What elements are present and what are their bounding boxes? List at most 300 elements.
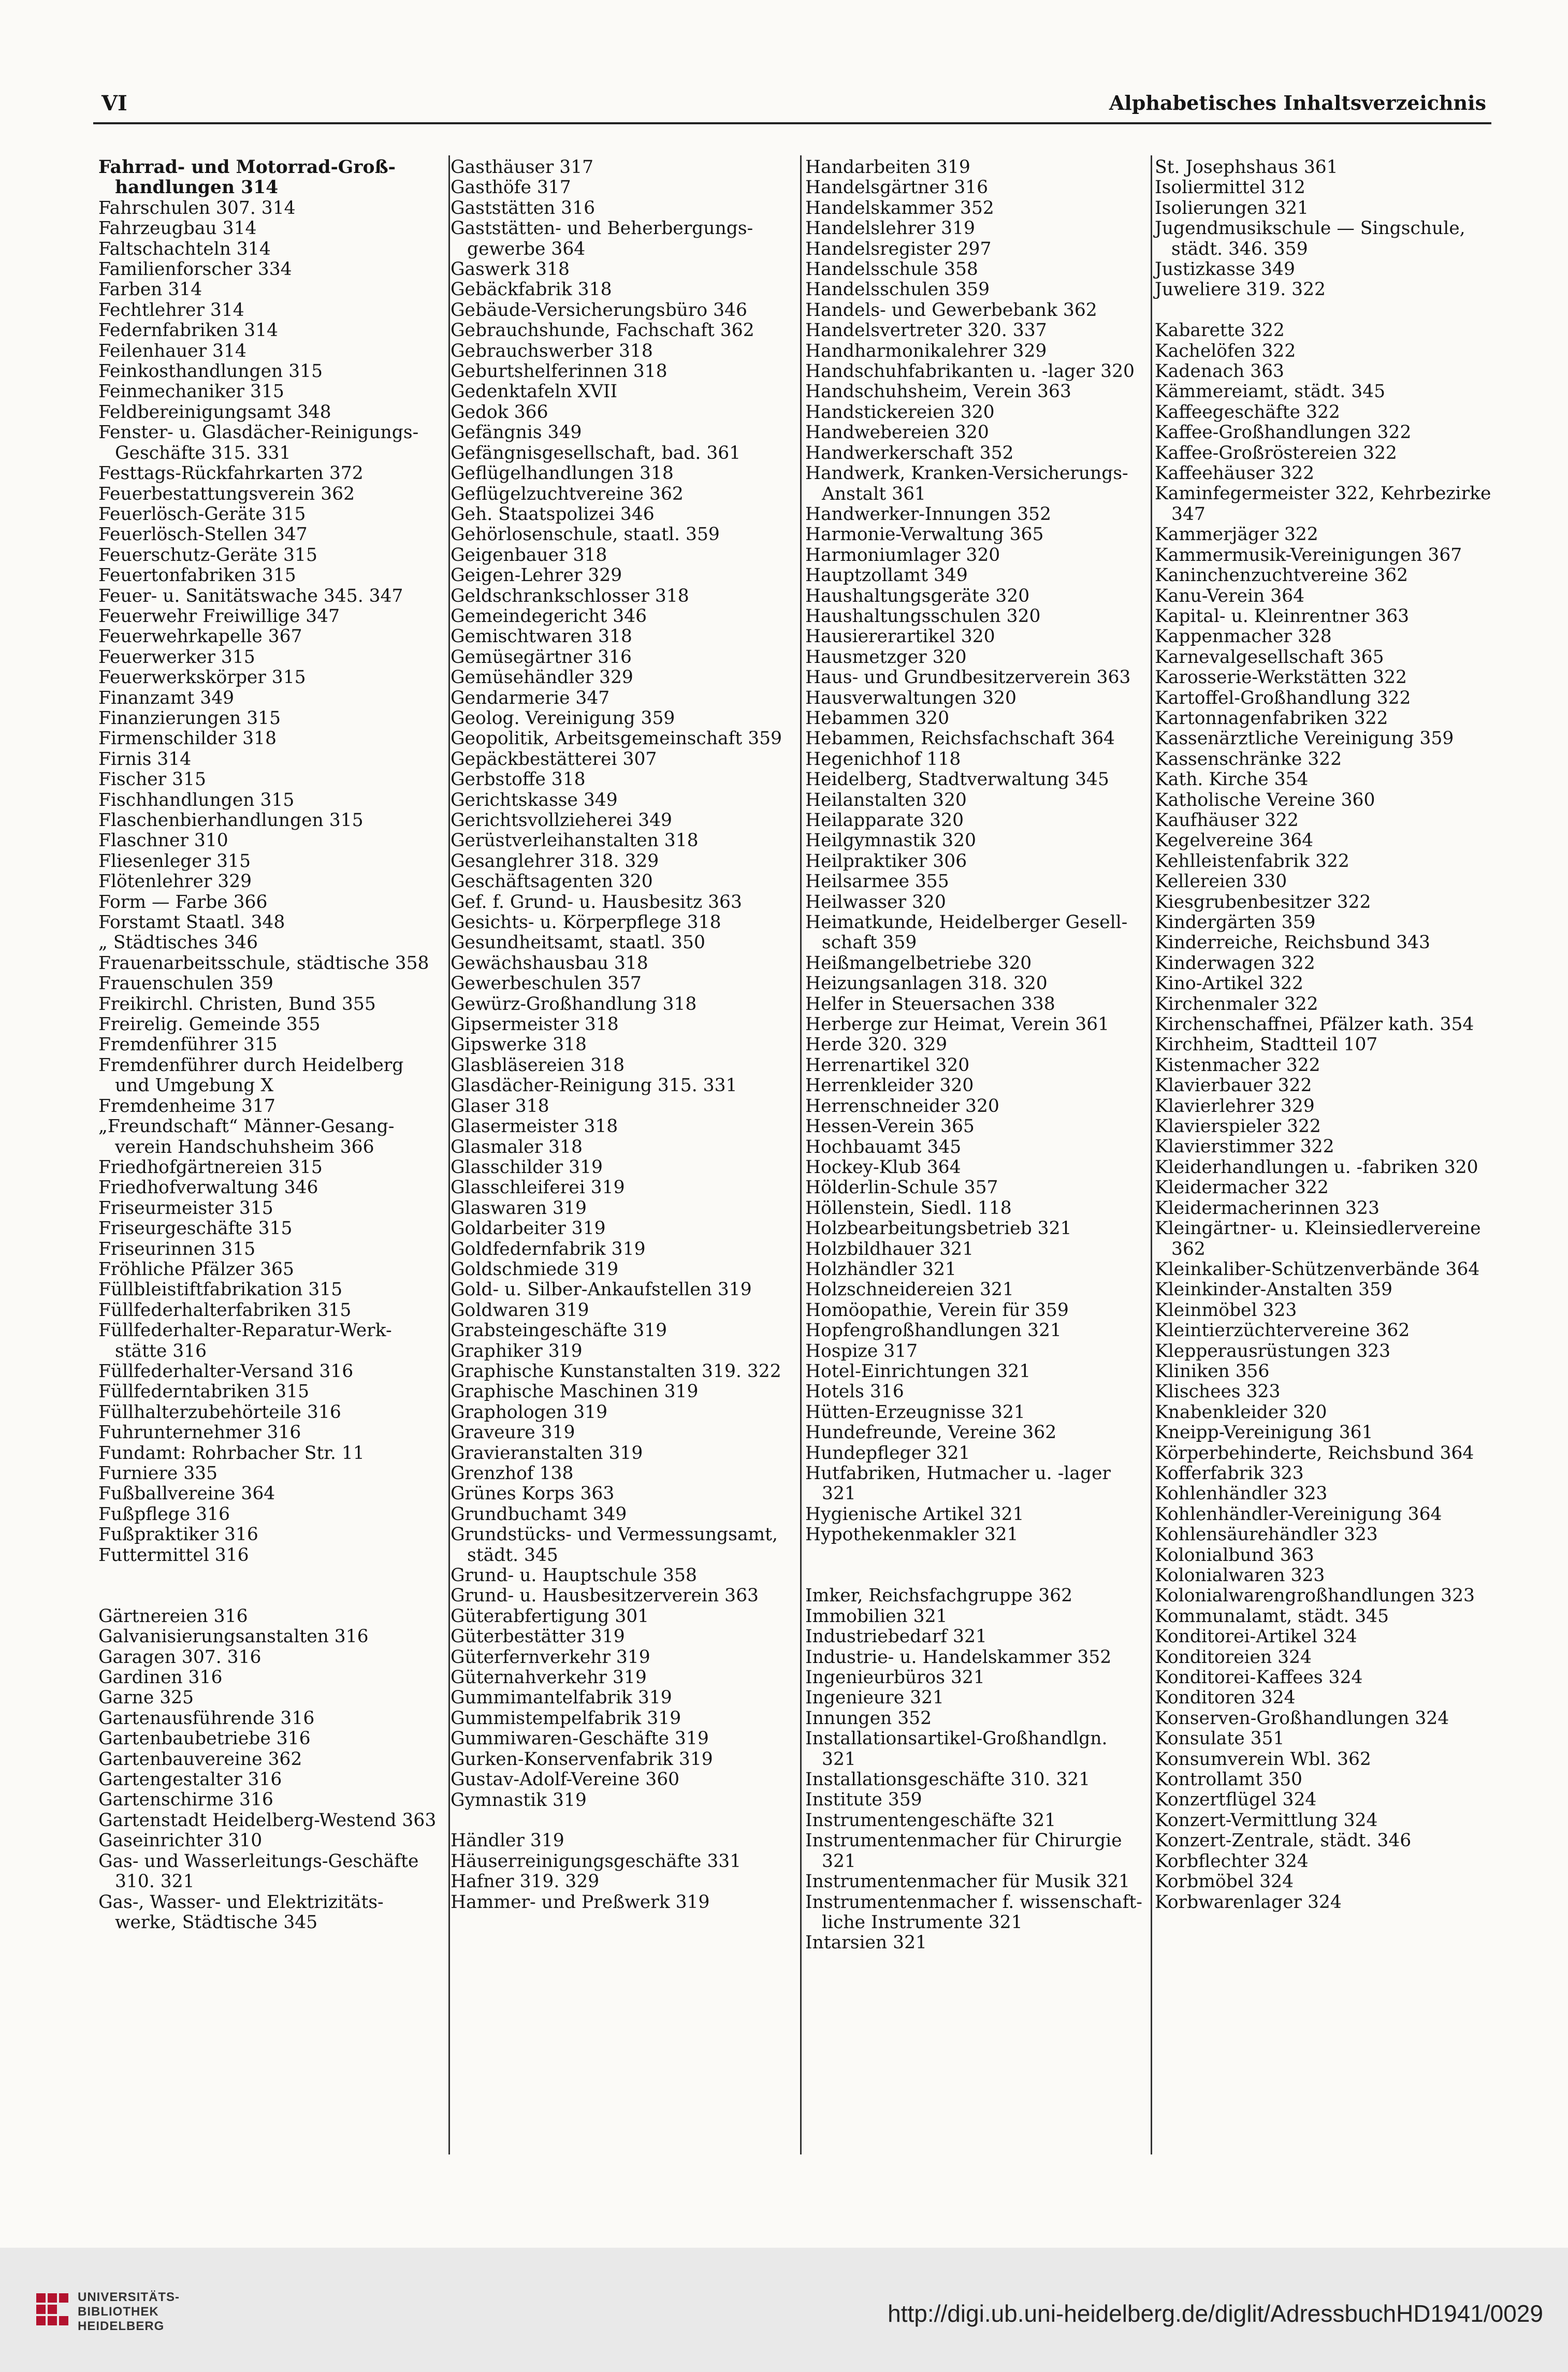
index-entry: Innungen 352 [805, 1708, 932, 1729]
university-library-logo-icon [36, 2293, 69, 2332]
index-entry: Hotels 316 [805, 1381, 904, 1402]
index-entry: Feuertonfabriken 315 [98, 565, 296, 586]
index-entry: Gedenktafeln XVII [451, 381, 618, 402]
index-entry: Fundamt: Rohrbacher Str. 11 [98, 1442, 365, 1464]
index-entry: Klavierbauer 322 [1155, 1075, 1312, 1096]
index-entry: Kachelöfen 322 [1155, 340, 1296, 361]
index-entry: Konditoren 324 [1155, 1687, 1296, 1709]
index-entry: Frauenschulen 359 [98, 973, 273, 994]
index-entry: Kaffeegeschäfte 322 [1155, 401, 1340, 423]
index-entry: Kartoffel-Großhandlung 322 [1155, 687, 1411, 708]
index-entry: Geh. Staatspolizei 346 [451, 503, 655, 525]
index-entry: Kammerjäger 322 [1155, 524, 1318, 545]
index-entry: Heidelberg, Stadtverwaltung 345 [805, 769, 1109, 790]
index-entry: Goldarbeiter 319 [451, 1218, 606, 1239]
index-entry: Kassenärztliche Vereinigung 359 [1155, 728, 1454, 749]
index-entry: „Freundschaft“ Männer-Gesang-verein Handschuhsheim 366 [98, 1116, 395, 1158]
index-entry: Industriebedarf 321 [805, 1626, 987, 1647]
index-entry: Kommunalamt, städt. 345 [1155, 1606, 1389, 1627]
index-entry: Garagen 307. 316 [98, 1646, 262, 1668]
index-entry: Kabarette 322 [1155, 320, 1285, 341]
entry-spacer [805, 1566, 1147, 1586]
index-entry: Kehlleistenfabrik 322 [1155, 850, 1349, 872]
index-entry: Handarbeiten 319 [805, 157, 970, 178]
index-entry: Handelsgärtner 316 [805, 177, 989, 198]
index-entry: Handelsregister 297 [805, 238, 992, 259]
index-entry: Grundstücks- und Vermessungsamt, städt. 345 [451, 1524, 778, 1566]
index-entry: Hutfabriken, Hutmacher u. -lager 321 [805, 1463, 1111, 1505]
index-entry: Hütten-Erzeugnisse 321 [805, 1401, 1025, 1423]
index-entry: Füllfederhalter-Versand 316 [98, 1361, 354, 1382]
index-entry: Gendarmerie 347 [451, 687, 610, 708]
index-entry: Füllfederhalter-Reparatur-Werk-stätte 316 [98, 1320, 392, 1362]
index-entry: Hopfengroßhandlungen 321 [805, 1320, 1062, 1341]
index-entry: Firmenschilder 318 [98, 728, 277, 749]
index-entry: Handharmonikalehrer 329 [805, 340, 1047, 361]
index-entry: Kirchenschaffnei, Pfälzer kath. 354 [1155, 1014, 1474, 1035]
index-entry: Fuhrunternehmer 316 [98, 1422, 301, 1443]
index-entry: Heilsarmee 355 [805, 871, 949, 892]
index-entry: Hegenichhof 118 [805, 748, 961, 770]
index-entry: Korbflechter 324 [1155, 1850, 1309, 1872]
index-entry: Handwerk, Kranken-Versicherungs-Anstalt 361 [805, 463, 1128, 504]
index-entry: Graphische Kunstanstalten 319. 322 [451, 1361, 781, 1382]
index-entry: Kanu-Verein 364 [1155, 585, 1305, 606]
index-entry: Kleintierzüchtervereine 362 [1155, 1320, 1410, 1341]
index-entry: Industrie- u. Handelskammer 352 [805, 1646, 1112, 1668]
entry-spacer [805, 1545, 1147, 1566]
index-entry: Heilwasser 320 [805, 891, 946, 913]
index-entry: Fischhandlungen 315 [98, 789, 295, 811]
index-entry: Gedok 366 [451, 401, 548, 423]
index-entry: Friseurmeister 315 [98, 1197, 273, 1219]
index-entry: Gefängnis 349 [451, 422, 582, 443]
index-entry: Grundbuchamt 349 [451, 1503, 627, 1525]
index-entry: Gartenbauvereine 362 [98, 1748, 302, 1770]
index-entry: Fenster- u. Glasdächer-Reinigungs-Geschäfte 315. 331 [98, 422, 419, 464]
index-entry: Klischees 323 [1155, 1381, 1281, 1402]
index-entry: Justizkasse 349 [1155, 259, 1295, 280]
index-entry: Fliesenleger 315 [98, 850, 251, 872]
institution-line: HEIDELBERG [78, 2319, 165, 2333]
index-entry: Heilpraktiker 306 [805, 850, 967, 872]
index-entry: Gepäckbestätterei 307 [451, 748, 657, 770]
index-entry: Imker, Reichsfachgruppe 362 [805, 1585, 1073, 1607]
index-entry: Gesundheitsamt, staatl. 350 [451, 932, 705, 953]
index-entry: Feuerlösch-Stellen 347 [98, 524, 308, 545]
index-entry: Herrenkleider 320 [805, 1075, 974, 1096]
index-entry: Kassenschränke 322 [1155, 748, 1342, 770]
index-entry: Korbwarenlager 324 [1155, 1891, 1342, 1913]
index-entry: Handelslehrer 319 [805, 218, 976, 239]
index-entry: Konzert-Vermittlung 324 [1155, 1810, 1378, 1831]
index-entry: Konzertflügel 324 [1155, 1789, 1317, 1811]
index-entry: Kaufhäuser 322 [1155, 809, 1299, 831]
index-entry: Katholische Vereine 360 [1155, 789, 1375, 811]
index-entry: Herberge zur Heimat, Verein 361 [805, 1014, 1110, 1035]
index-entry: Gaststätten- und Beherbergungs-gewerbe 364 [451, 218, 753, 259]
index-entry: Geigenbauer 318 [451, 544, 607, 566]
index-entry: Klavierstimmer 322 [1155, 1136, 1334, 1158]
index-entry: Holzbearbeitungsbetrieb 321 [805, 1218, 1072, 1239]
index-entry: Höllenstein, Siedl. 118 [805, 1197, 1012, 1219]
index-entry: Helfer in Steuersachen 338 [805, 993, 1055, 1015]
index-entry: Kleinkaliber-Schützenverbände 364 [1155, 1259, 1480, 1280]
index-entry: Heilapparate 320 [805, 810, 964, 831]
index-entry: Fußpflege 316 [98, 1503, 230, 1525]
index-entry: Kartonnagenfabriken 322 [1155, 707, 1388, 729]
index-entry: Kino-Artikel 322 [1155, 973, 1303, 994]
index-entry: Flaschenbierhandlungen 315 [98, 810, 364, 831]
index-entry: Kaffeehäuser 322 [1155, 463, 1315, 484]
index-entry: Holzhändler 321 [805, 1259, 956, 1280]
index-entry: Finanzamt 349 [98, 687, 235, 708]
index-entry: Handelskammer 352 [805, 197, 994, 219]
index-entry: Gymnastik 319 [451, 1789, 587, 1811]
index-entry: Gartenschirme 316 [98, 1789, 273, 1811]
index-entry: Flaschner 310 [98, 830, 228, 851]
index-entry: Gerichtsvollzieherei 349 [451, 810, 672, 831]
index-entry: Intarsien 321 [805, 1932, 927, 1954]
index-entry: Fahrrad- und Motorrad-Groß-handlungen 314 [98, 157, 396, 198]
index-entry: Kleiderhandlungen u. -fabriken 320 [1155, 1156, 1478, 1178]
index-entry: Instrumentenmacher für Musik 321 [805, 1871, 1130, 1892]
entry-spacer [451, 1811, 792, 1831]
index-entry: Glasbläsereien 318 [451, 1054, 625, 1076]
index-entry: Handwebereien 320 [805, 422, 989, 443]
page-title: Alphabetisches Inhaltsverzeichnis [1109, 91, 1486, 114]
index-entry: Hospize 317 [805, 1340, 918, 1362]
index-entry: Juweliere 319. 322 [1155, 279, 1326, 300]
index-entry: Frauenarbeitsschule, städtische 358 [98, 952, 429, 974]
index-entry: Furniere 335 [98, 1463, 218, 1484]
index-entry: Gehörlosenschule, staatl. 359 [451, 524, 720, 545]
index-entry: Feuerbestattungsverein 362 [98, 483, 355, 504]
index-entry: Isoliermittel 312 [1155, 177, 1305, 198]
index-entry: Gerichtskasse 349 [451, 789, 618, 811]
index-entry: Kaninchenzuchtvereine 362 [1155, 565, 1409, 586]
index-entry: Kolonialwarengroßhandlungen 323 [1155, 1585, 1475, 1607]
index-entry: Hypothekenmakler 321 [805, 1524, 1019, 1545]
index-entry: Graveure 319 [451, 1422, 575, 1443]
index-entry: Gefängnisgesellschaft, bad. 361 [451, 442, 741, 464]
index-entry: Fischer 315 [98, 769, 206, 790]
index-entry: Kellereien 330 [1155, 871, 1287, 892]
index-entry: Heißmangelbetriebe 320 [805, 952, 1032, 974]
library-footer [0, 2248, 1568, 2372]
index-entry: Handwerkerschaft 352 [805, 442, 1014, 464]
index-entry: Feuerwehr Freiwillige 347 [98, 605, 340, 627]
index-entry: Festtags-Rückfahrkarten 372 [98, 463, 364, 484]
index-entry: Gas- und Wasserleitungs-Geschäfte 310. 321 [98, 1850, 419, 1892]
index-entry: Gebrauchswerber 318 [451, 340, 653, 361]
index-entry: Gold- u. Silber-Ankaufstellen 319 [451, 1279, 752, 1300]
index-entry: Jugendmusikschule — Singschule, städt. 346. 359 [1155, 218, 1465, 259]
index-entry: Feldbereinigungsamt 348 [98, 401, 331, 423]
index-entry: Geschäftsagenten 320 [451, 871, 653, 892]
index-entry: Kleingärtner- u. Kleinsiedlervereine 362 [1155, 1218, 1481, 1260]
index-column-4 [1155, 157, 1491, 2167]
index-entry: Isolierungen 321 [1155, 197, 1309, 219]
index-entry: Fremdenführer 315 [98, 1034, 278, 1055]
index-entry: Glasmaler 318 [451, 1136, 583, 1158]
index-entry: Fremdenführer durch Heidelberg und Umgebung X [98, 1054, 404, 1096]
index-entry: Häuserreinigungsgeschäfte 331 [451, 1850, 742, 1872]
index-entry: Gummistempelfabrik 319 [451, 1708, 681, 1729]
index-entry: Homöopathie, Verein für 359 [805, 1299, 1069, 1321]
index-entry: Glasschilder 319 [451, 1156, 603, 1178]
index-entry: Handschuhsheim, Verein 363 [805, 381, 1071, 402]
index-entry: Hundefreunde, Vereine 362 [805, 1422, 1057, 1443]
index-entry: Goldfedernfabrik 319 [451, 1238, 646, 1260]
index-entry: Glaswaren 319 [451, 1197, 587, 1219]
index-entry: Geldschrankschlosser 318 [451, 585, 689, 606]
index-entry: Heilanstalten 320 [805, 789, 967, 811]
index-entry: Handelsschulen 359 [805, 279, 990, 300]
index-entry: Fußpraktiker 316 [98, 1524, 258, 1545]
index-entry: Handelsvertreter 320. 337 [805, 320, 1047, 341]
index-entry: Kleidermacherinnen 323 [1155, 1197, 1380, 1219]
index-entry: Heimatkunde, Heidelberger Gesell-schaft 359 [805, 912, 1128, 953]
index-entry: Hausmetzger 320 [805, 646, 967, 668]
index-entry: Kleinkinder-Anstalten 359 [1155, 1279, 1392, 1300]
index-entry: St. Josephshaus 361 [1155, 157, 1338, 178]
index-entry: Familienforscher 334 [98, 259, 292, 280]
index-entry: Kontrollamt 350 [1155, 1769, 1302, 1790]
index-entry: Karnevalgesellschaft 365 [1155, 646, 1384, 668]
index-entry: Hausiererartikel 320 [805, 626, 995, 647]
index-entry: Konditoreien 324 [1155, 1646, 1312, 1668]
index-entry: Galvanisierungsanstalten 316 [98, 1626, 369, 1647]
index-entry: Gardinen 316 [98, 1667, 223, 1688]
index-entry: Kaminfegermeister 322, Kehrbezirke 347 [1155, 483, 1491, 525]
index-entry: Geopolitik, Arbeitsgemeinschaft 359 [451, 728, 782, 749]
entry-spacer [98, 1566, 440, 1586]
index-entry: Konzert-Zentrale, städt. 346 [1155, 1830, 1412, 1852]
index-entry: Kirchheim, Stadtteil 107 [1155, 1034, 1378, 1055]
index-entry: Korbmöbel 324 [1155, 1871, 1294, 1892]
index-entry: Knabenkleider 320 [1155, 1401, 1327, 1423]
index-entry: Fröhliche Pfälzer 365 [98, 1259, 294, 1280]
index-entry: Harmoniumlager 320 [805, 544, 1000, 566]
index-entry: Konditorei-Artikel 324 [1155, 1626, 1357, 1647]
index-entry: Kleidermacher 322 [1155, 1177, 1329, 1198]
index-entry: Feuer- u. Sanitätswache 345. 347 [98, 585, 403, 606]
index-entry: Gustav-Adolf-Vereine 360 [451, 1769, 680, 1790]
index-entry: Güterbestätter 319 [451, 1626, 625, 1647]
index-entry: Kaffee-Großhandlungen 322 [1155, 422, 1412, 443]
index-entry: Hygienische Artikel 321 [805, 1503, 1024, 1525]
index-entry: Konditorei-Kaffees 324 [1155, 1667, 1363, 1688]
index-entry: Handschuhfabrikanten u. -lager 320 [805, 361, 1135, 382]
index-entry: Instrumentenmacher für Chirurgie 321 [805, 1830, 1122, 1872]
index-entry: Geflügelhandlungen 318 [451, 463, 674, 484]
index-entry: Gaststätten 316 [451, 197, 596, 219]
index-columns [98, 157, 1491, 2167]
index-entry: Kämmereiamt, städt. 345 [1155, 381, 1386, 402]
index-entry: Feuerlösch-Geräte 315 [98, 503, 306, 525]
index-entry: Kneipp-Vereinigung 361 [1155, 1422, 1373, 1443]
institution-line: UNIVERSITÄTS- [78, 2290, 180, 2304]
index-entry: Handelsschule 358 [805, 259, 978, 280]
index-entry: Kirchenmaler 322 [1155, 993, 1318, 1015]
index-entry: Gewächshausbau 318 [451, 952, 648, 974]
index-entry: Handels- und Gewerbebank 362 [805, 299, 1097, 321]
index-entry: Herrenartikel 320 [805, 1054, 970, 1076]
index-entry: Goldschmiede 319 [451, 1259, 619, 1280]
index-entry: Garne 325 [98, 1687, 194, 1709]
index-entry: Hölderlin-Schule 357 [805, 1177, 998, 1198]
index-entry: Hausverwaltungen 320 [805, 687, 1017, 708]
index-entry: Graphologen 319 [451, 1401, 608, 1423]
index-entry: Konsulate 351 [1155, 1728, 1285, 1749]
index-entry: Instrumentengeschäfte 321 [805, 1810, 1056, 1831]
index-entry: Kolonialwaren 323 [1155, 1565, 1325, 1586]
index-entry: Goldwaren 319 [451, 1299, 589, 1321]
index-entry: Hebammen 320 [805, 707, 950, 729]
index-entry: Geigen-Lehrer 329 [451, 565, 622, 586]
index-entry: Ingenieurbüros 321 [805, 1667, 985, 1688]
index-entry: Holzschneidereien 321 [805, 1279, 1014, 1300]
entry-spacer [1155, 300, 1491, 321]
index-entry: Farben 314 [98, 279, 202, 300]
index-entry: Handstickereien 320 [805, 401, 995, 423]
index-entry: Gartenbaubetriebe 316 [98, 1728, 311, 1749]
index-entry: Immobilien 321 [805, 1606, 948, 1627]
running-header [93, 91, 1491, 120]
index-entry: Gummimantelfabrik 319 [451, 1687, 672, 1709]
index-entry: Gebrauchshunde, Fachschaft 362 [451, 320, 754, 341]
index-entry: Haus- und Grundbesitzerverein 363 [805, 667, 1131, 688]
index-entry: Friedhofverwaltung 346 [98, 1177, 318, 1198]
index-entry: Geolog. Vereinigung 359 [451, 707, 675, 729]
index-entry: Gaseinrichter 310 [98, 1830, 263, 1852]
index-entry: Gasthäuser 317 [451, 157, 594, 178]
index-entry: Futtermittel 316 [98, 1544, 249, 1566]
index-entry: Gasthöfe 317 [451, 177, 571, 198]
index-entry: Kohlenhändler 323 [1155, 1483, 1328, 1505]
index-entry: Hochbauamt 345 [805, 1136, 962, 1158]
index-entry: Gurken-Konservenfabrik 319 [451, 1748, 713, 1770]
index-entry: Kliniken 356 [1155, 1361, 1270, 1382]
index-entry: Füllbleistiftfabrikation 315 [98, 1279, 343, 1300]
index-entry: Fremdenheime 317 [98, 1095, 275, 1117]
index-entry: Gesanglehrer 318. 329 [451, 850, 659, 872]
index-entry: Firnis 314 [98, 748, 192, 770]
index-entry: Gartenstadt Heidelberg-Westend 363 [98, 1810, 437, 1831]
index-entry: Gemüsegärtner 316 [451, 646, 632, 668]
index-entry: Gipsermeister 318 [451, 1014, 619, 1035]
index-entry: Grund- u. Hausbesitzerverein 363 [451, 1585, 759, 1607]
index-entry: Kinderreiche, Reichsbund 343 [1155, 932, 1430, 953]
index-entry: Fahrzeugbau 314 [98, 218, 257, 239]
index-entry: Hauptzollamt 349 [805, 565, 968, 586]
index-entry: Füllfederntabriken 315 [98, 1381, 310, 1402]
index-entry: Hundepfleger 321 [805, 1442, 970, 1464]
index-entry: Karosserie-Werkstätten 322 [1155, 667, 1407, 688]
source-url-link[interactable]: http://digi.ub.uni-heidelberg.de/diglit/AdressbuchHD1941/0029 [888, 2300, 1543, 2327]
index-entry: Gemüsehändler 329 [451, 667, 633, 688]
index-entry: Glasermeister 318 [451, 1116, 618, 1137]
index-entry: Feuerwehrkapelle 367 [98, 626, 302, 647]
index-entry: Graphische Maschinen 319 [451, 1381, 699, 1402]
index-entry: Kleinmöbel 323 [1155, 1299, 1297, 1321]
index-entry: Konsumverein Wbl. 362 [1155, 1748, 1371, 1770]
index-entry: Grund- u. Hauptschule 358 [451, 1565, 697, 1586]
index-entry: Kinderwagen 322 [1155, 952, 1315, 974]
index-column-1 [98, 157, 440, 2167]
page-number: VI [101, 91, 127, 115]
index-entry: Güterabfertigung 301 [451, 1606, 649, 1627]
index-entry: Grabsteingeschäfte 319 [451, 1320, 667, 1341]
index-entry: Kath. Kirche 354 [1155, 769, 1309, 790]
index-entry: Konserven-Großhandlungen 324 [1155, 1708, 1449, 1729]
header-rule [93, 122, 1491, 124]
index-entry: Gemischtwaren 318 [451, 626, 632, 647]
index-entry: Gipswerke 318 [451, 1034, 587, 1055]
index-entry: Gewürz-Großhandlung 318 [451, 993, 697, 1015]
index-column-2 [451, 157, 792, 2167]
index-entry: Güterfernverkehr 319 [451, 1646, 650, 1668]
index-entry: Füllfederhalterfabriken 315 [98, 1299, 352, 1321]
index-entry: „ Städtisches 346 [98, 932, 258, 953]
index-entry: Federnfabriken 314 [98, 320, 278, 341]
index-entry: Gewerbeschulen 357 [451, 973, 642, 994]
index-entry: Friedhofgärtnereien 315 [98, 1156, 323, 1178]
index-entry: Gas-, Wasser- und Elektrizitäts-werke, Städtische 345 [98, 1891, 384, 1933]
index-entry: Gummiwaren-Geschäfte 319 [451, 1728, 709, 1749]
index-entry: Instrumentenmacher f. wissenschaft-liche Instrumente 321 [805, 1891, 1142, 1933]
institution-name [78, 2290, 180, 2334]
index-entry: Heizungsanlagen 318. 320 [805, 973, 1048, 994]
index-entry: Gerbstoffe 318 [451, 769, 586, 790]
index-entry: Gravieranstalten 319 [451, 1442, 643, 1464]
index-entry: Grenzhof 138 [451, 1463, 574, 1484]
entry-spacer [98, 1586, 440, 1606]
index-entry: Hotel-Einrichtungen 321 [805, 1361, 1031, 1382]
index-entry: Kappenmacher 328 [1155, 626, 1332, 647]
index-entry: Holzbildhauer 321 [805, 1238, 974, 1260]
index-entry: Forstamt Staatl. 348 [98, 912, 285, 933]
institution-line: BIBLIOTHEK [78, 2305, 159, 2319]
index-entry: Freirelig. Gemeinde 355 [98, 1014, 321, 1035]
index-entry: Kindergärten 359 [1155, 912, 1316, 933]
index-entry: Harmonie-Verwaltung 365 [805, 524, 1044, 545]
index-entry: Gesichts- u. Körperpflege 318 [451, 912, 721, 933]
index-entry: Hessen-Verein 365 [805, 1116, 975, 1137]
index-entry: Installationsartikel-Großhandlgn. 321 [805, 1728, 1108, 1770]
index-entry: Fußballvereine 364 [98, 1483, 275, 1505]
index-entry: Gemeindegericht 346 [451, 605, 647, 627]
index-entry: Gebäude-Versicherungsbüro 346 [451, 299, 747, 321]
index-entry: Haushaltungsgeräte 320 [805, 585, 1030, 606]
index-entry: Klavierlehrer 329 [1155, 1095, 1315, 1117]
index-entry: Herrenschneider 320 [805, 1095, 999, 1117]
index-entry: Haushaltungsschulen 320 [805, 605, 1041, 627]
index-entry: Gef. f. Grund- u. Hausbesitz 363 [451, 891, 742, 913]
index-entry: Füllhalterzubehörteile 316 [98, 1401, 341, 1423]
index-entry: Kolonialbund 363 [1155, 1544, 1314, 1566]
index-entry: Hebammen, Reichsfachschaft 364 [805, 728, 1115, 749]
index-entry: Klepperausrüstungen 323 [1155, 1340, 1391, 1362]
index-entry: Finanzierungen 315 [98, 707, 281, 729]
index-entry: Fahrschulen 307. 314 [98, 197, 296, 219]
index-entry: Gaswerk 318 [451, 259, 570, 280]
index-entry: Feinkosthandlungen 315 [98, 361, 323, 382]
index-entry: Freikirchl. Christen, Bund 355 [98, 993, 376, 1015]
index-entry: Installationsgeschäfte 310. 321 [805, 1769, 1091, 1790]
index-entry: Hockey-Klub 364 [805, 1156, 961, 1178]
